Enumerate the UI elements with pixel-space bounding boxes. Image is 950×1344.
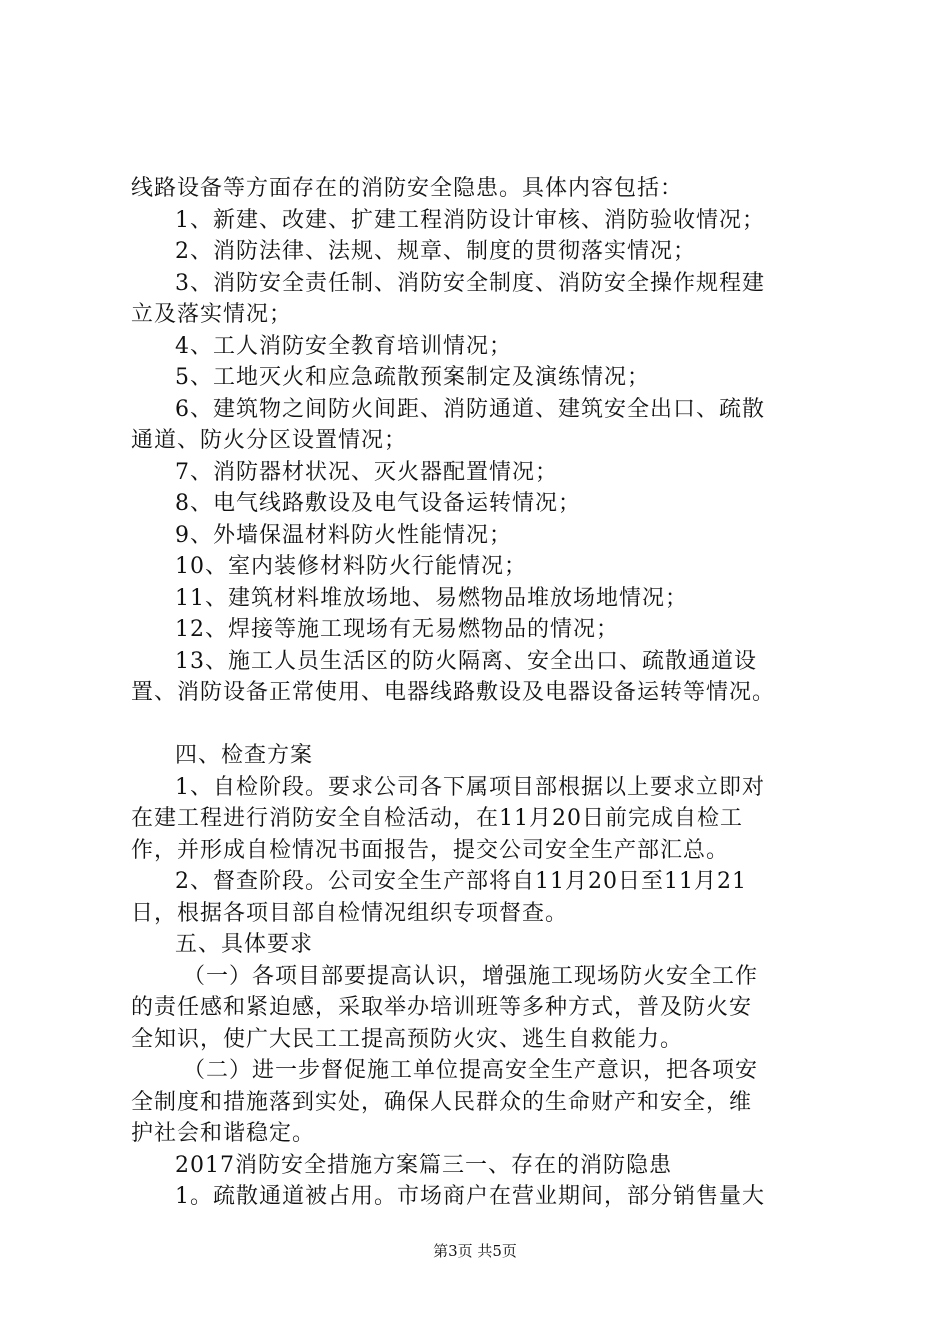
text-line: 10、室内装修材料防火行能情况； [175, 554, 527, 579]
text-line: 13、施工人员生活区的防火隔离、安全出口、疏散通道设 [175, 648, 757, 674]
text-line: 的责任感和紧迫感，采取举办培训班等多种方式，普及防火安 [131, 995, 753, 1020]
text-line: 线路设备等方面存在的消防安全隐患。具体内容包括： [131, 176, 684, 201]
text-line: 四、检查方案 [175, 743, 314, 768]
document-body [131, 173, 831, 1213]
text-line: 作，并形成自检情况书面报告，提交公司安全生产部汇总。 [131, 837, 730, 863]
text-line: 5、工地灭火和应急疏散预案制定及演练情况； [175, 365, 650, 390]
text-line: （二）进一步督促施工单位提高安全生产意识，把各项安 [183, 1058, 759, 1083]
text-line: 立及落实情况； [131, 302, 293, 327]
text-line: 3、消防安全责任制、消防安全制度、消防安全操作规程建 [175, 270, 765, 296]
text-line: 8、电气线路敷设及电气设备运转情况； [175, 491, 581, 516]
text-line: 五、具体要求 [175, 932, 314, 957]
page-footer: 第3页 共5页 [433, 1242, 517, 1260]
text-line: 通道、防火分区设置情况； [131, 428, 408, 453]
text-line: 在建工程进行消防安全自检活动，在11月20日前完成自检工 [131, 806, 743, 831]
text-line: 2、督查阶段。公司安全生产部将自11月20日至11月21 [175, 869, 747, 894]
text-line: 1。疏散通道被占用。市场商户在营业期间，部分销售量大 [175, 1184, 765, 1209]
text-line: 7、消防器材状况、灭火器配置情况； [175, 459, 558, 485]
text-line: 1、自检阶段。要求公司各下属项目部根据以上要求立即对 [175, 774, 765, 800]
text-line: 置、消防设备正常使用、电器线路敷设及电器设备运转等情况。 [131, 680, 776, 705]
text-line: 护社会和谐稳定。 [131, 1121, 316, 1146]
text-line: 1、新建、改建、扩建工程消防设计审核、消防验收情况； [175, 207, 765, 233]
text-line: 6、建筑物之间防火间距、消防通道、建筑安全出口、疏散 [175, 396, 765, 422]
text-line: 11、建筑材料堆放场地、易燃物品堆放场地情况； [175, 585, 688, 611]
text-line: 9、外墙保温材料防火性能情况； [175, 522, 512, 548]
text-line: （一）各项目部要提高认识，增强施工现场防火安全工作 [183, 963, 759, 989]
text-line: 全知识，使广大民工工提高预防火灾、逃生自救能力。 [131, 1026, 684, 1052]
text-line: 2、消防法律、法规、规章、制度的贯彻落实情况； [175, 239, 696, 264]
text-line: 日，根据各项目部自检情况组织专项督查。 [131, 900, 569, 926]
text-line: 全制度和措施落到实处，确保人民群众的生命财产和安全，维 [131, 1089, 753, 1115]
blank-line [131, 709, 831, 741]
text-line: 12、焊接等施工现场有无易燃物品的情况； [175, 617, 619, 642]
text-line: 2017消防安全措施方案篇三一、存在的消防隐患 [175, 1152, 672, 1178]
text-line: 4、工人消防安全教育培训情况； [175, 333, 512, 359]
